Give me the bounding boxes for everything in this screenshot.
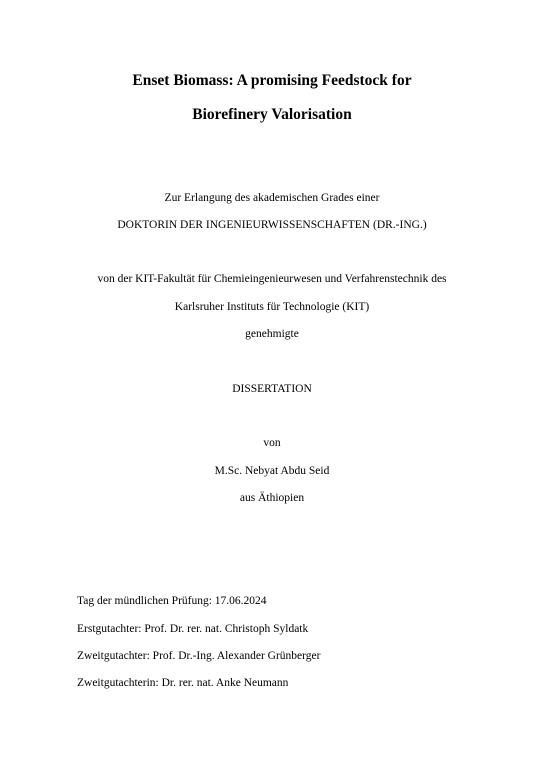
first-reviewer: Erstgutachter: Prof. Dr. rer. nat. Christoph Syldatk <box>77 623 309 635</box>
author-name: M.Sc. Nebyat Abdu Seid <box>214 465 330 477</box>
faculty-line-1: von der KIT-Fakultät für Chemieingenieurwesen und Verfahrenstechnik des <box>97 273 447 285</box>
document-type: DISSERTATION <box>232 383 312 395</box>
faculty-line-2: Karlsruher Instituts für Technologie (KIT) <box>174 301 370 313</box>
exam-date: Tag der mündlichen Prüfung: 17.06.2024 <box>77 595 267 607</box>
degree-line-1: Zur Erlangung des akademischen Grades einer <box>164 192 380 204</box>
faculty-line-3: genehmigte <box>245 328 299 340</box>
title-line-1: Enset Biomass: A promising Feedstock for <box>132 72 412 89</box>
third-reviewer: Zweitgutachterin: Dr. rer. nat. Anke Neumann <box>77 677 289 689</box>
author-origin: aus Äthiopien <box>239 492 305 504</box>
second-reviewer: Zweitgutachter: Prof. Dr.-Ing. Alexander Grünberger <box>77 650 321 662</box>
degree-line-2: DOKTORIN DER INGENIEURWISSENSCHAFTEN (DR.-ING.) <box>117 219 427 231</box>
title-line-2: Biorefinery Valorisation <box>192 106 352 123</box>
author-prefix: von <box>263 437 281 449</box>
